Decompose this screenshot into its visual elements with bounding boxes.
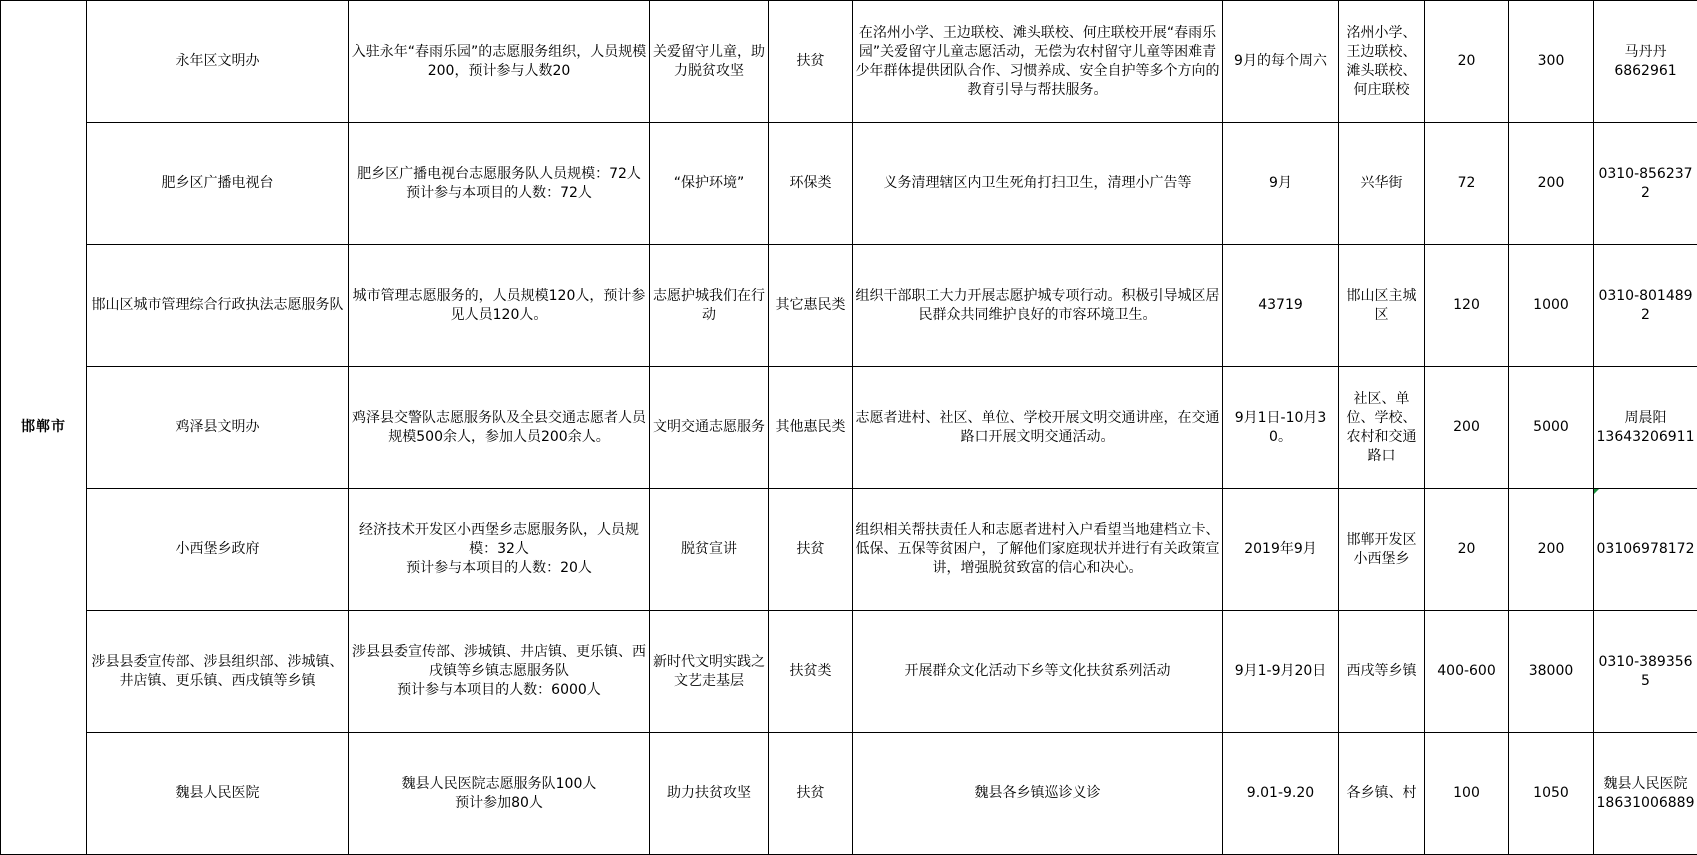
time-cell: 9月 (1223, 123, 1339, 245)
content-cell: 组织相关帮扶责任人和志愿者进村入户看望当地建档立卡、低保、五保等贫困户，了解他们家庭现状并进行有关政策宣讲，增强脱贫致富的信心和决心。 (853, 489, 1223, 611)
beneficiaries-cell: 5000 (1509, 367, 1594, 489)
table-row (1, 611, 1697, 733)
team-cell: 鸡泽县交警队志愿服务队及全县交通志愿者人员规模500余人，参加人员200余人。 (349, 367, 650, 489)
team-cell: 魏县人民医院志愿服务队100人 预计参加80人 (349, 733, 650, 855)
unit-cell: 涉县县委宣传部、涉县组织部、涉城镇、井店镇、更乐镇、西戌镇等乡镇 (87, 611, 349, 733)
place-cell: 邯山区主城区 (1339, 245, 1425, 367)
table-row (1, 245, 1697, 367)
time-cell: 9月1日-10月30。 (1223, 367, 1339, 489)
project-cell: 脱贫宣讲 (650, 489, 769, 611)
category-cell: 扶贫 (769, 1, 853, 123)
place-cell: 兴华街 (1339, 123, 1425, 245)
contact-text: 03106978172 (1596, 541, 1695, 557)
category-cell: 其它惠民类 (769, 245, 853, 367)
time-cell: 9月的每个周六 (1223, 1, 1339, 123)
table-row (1, 489, 1697, 611)
team-cell: 入驻永年“春雨乐园”的志愿服务组织，人员规模200，预计参与人数20 (349, 1, 650, 123)
contact-cell: 0310-8562372 (1594, 123, 1697, 245)
team-cell: 肥乡区广播电视台志愿服务队人员规模：72人 预计参与本项目的人数：72人 (349, 123, 650, 245)
content-cell: 组织干部职工大力开展志愿护城专项行动。积极引导城区居民群众共同维护良好的市容环境卫生。 (853, 245, 1223, 367)
unit-cell: 邯山区城市管理综合行政执法志愿服务队 (87, 245, 349, 367)
contact-cell: 马丹丹 6862961 (1594, 1, 1697, 123)
time-cell: 9.01-9.20 (1223, 733, 1339, 855)
beneficiaries-cell: 200 (1509, 489, 1594, 611)
volunteers-cell: 100 (1425, 733, 1509, 855)
volunteers-cell: 120 (1425, 245, 1509, 367)
team-cell: 经济技术开发区小西堡乡志愿服务队，人员规模：32人 预计参与本项目的人数：20人 (349, 489, 650, 611)
place-cell: 社区、单位、学校、农村和交通路口 (1339, 367, 1425, 489)
content-cell: 志愿者进村、社区、单位、学校开展文明交通讲座，在交通路口开展文明交通活动。 (853, 367, 1223, 489)
project-cell: 新时代文明实践之文艺走基层 (650, 611, 769, 733)
beneficiaries-cell: 300 (1509, 1, 1594, 123)
beneficiaries-cell: 200 (1509, 123, 1594, 245)
cell-comment-marker (1594, 489, 1599, 494)
beneficiaries-cell: 1000 (1509, 245, 1594, 367)
table-row (1, 123, 1697, 245)
time-cell: 2019年9月 (1223, 489, 1339, 611)
project-cell: 助力扶贫攻坚 (650, 733, 769, 855)
project-cell: 文明交通志愿服务 (650, 367, 769, 489)
team-cell: 涉县县委宣传部、涉城镇、井店镇、更乐镇、西戌镇等乡镇志愿服务队 预计参与本项目的人数：6000人 (349, 611, 650, 733)
city-cell: 邯郸市 (1, 1, 87, 855)
unit-cell: 肥乡区广播电视台 (87, 123, 349, 245)
place-cell: 洺州小学、王边联校、滩头联校、何庄联校 (1339, 1, 1425, 123)
content-cell: 开展群众文化活动下乡等文化扶贫系列活动 (853, 611, 1223, 733)
contact-cell: 0310-3893565 (1594, 611, 1697, 733)
place-cell: 邯郸开发区小西堡乡 (1339, 489, 1425, 611)
project-cell: 关爱留守儿童，助力脱贫攻坚 (650, 1, 769, 123)
table-row (1, 733, 1697, 855)
category-cell: 其他惠民类 (769, 367, 853, 489)
table-row (1, 1, 1697, 123)
content-cell: 在洺州小学、王边联校、滩头联校、何庄联校开展“春雨乐园”关爱留守儿童志愿活动，无偿为农村留守儿童等困难青少年群体提供团队合作、习惯养成、安全自护等多个方向的教育引导与帮扶服务。 (853, 1, 1223, 123)
contact-cell: 魏县人民医院 18631006889 (1594, 733, 1697, 855)
beneficiaries-cell: 38000 (1509, 611, 1594, 733)
place-cell: 西戌等乡镇 (1339, 611, 1425, 733)
category-cell: 扶贫 (769, 733, 853, 855)
volunteers-cell: 72 (1425, 123, 1509, 245)
category-cell: 扶贫类 (769, 611, 853, 733)
contact-cell: 0310-8014892 (1594, 245, 1697, 367)
beneficiaries-cell: 1050 (1509, 733, 1594, 855)
volunteers-cell: 20 (1425, 489, 1509, 611)
time-cell: 9月1-9月20日 (1223, 611, 1339, 733)
volunteers-cell: 20 (1425, 1, 1509, 123)
content-cell: 义务清理辖区内卫生死角打扫卫生，清理小广告等 (853, 123, 1223, 245)
project-cell: “保护环境” (650, 123, 769, 245)
contact-cell (1594, 489, 1697, 611)
content-cell: 魏县各乡镇巡诊义诊 (853, 733, 1223, 855)
team-cell: 城市管理志愿服务的，人员规模120人，预计参见人员120人。 (349, 245, 650, 367)
time-cell: 43719 (1223, 245, 1339, 367)
category-cell: 环保类 (769, 123, 853, 245)
project-cell: 志愿护城我们在行动 (650, 245, 769, 367)
table-row (1, 367, 1697, 489)
unit-cell: 魏县人民医院 (87, 733, 349, 855)
volunteers-cell: 400-600 (1425, 611, 1509, 733)
contact-cell: 周晨阳 13643206911 (1594, 367, 1697, 489)
volunteers-cell: 200 (1425, 367, 1509, 489)
unit-cell: 小西堡乡政府 (87, 489, 349, 611)
place-cell: 各乡镇、村 (1339, 733, 1425, 855)
category-cell: 扶贫 (769, 489, 853, 611)
unit-cell: 鸡泽县文明办 (87, 367, 349, 489)
unit-cell: 永年区文明办 (87, 1, 349, 123)
